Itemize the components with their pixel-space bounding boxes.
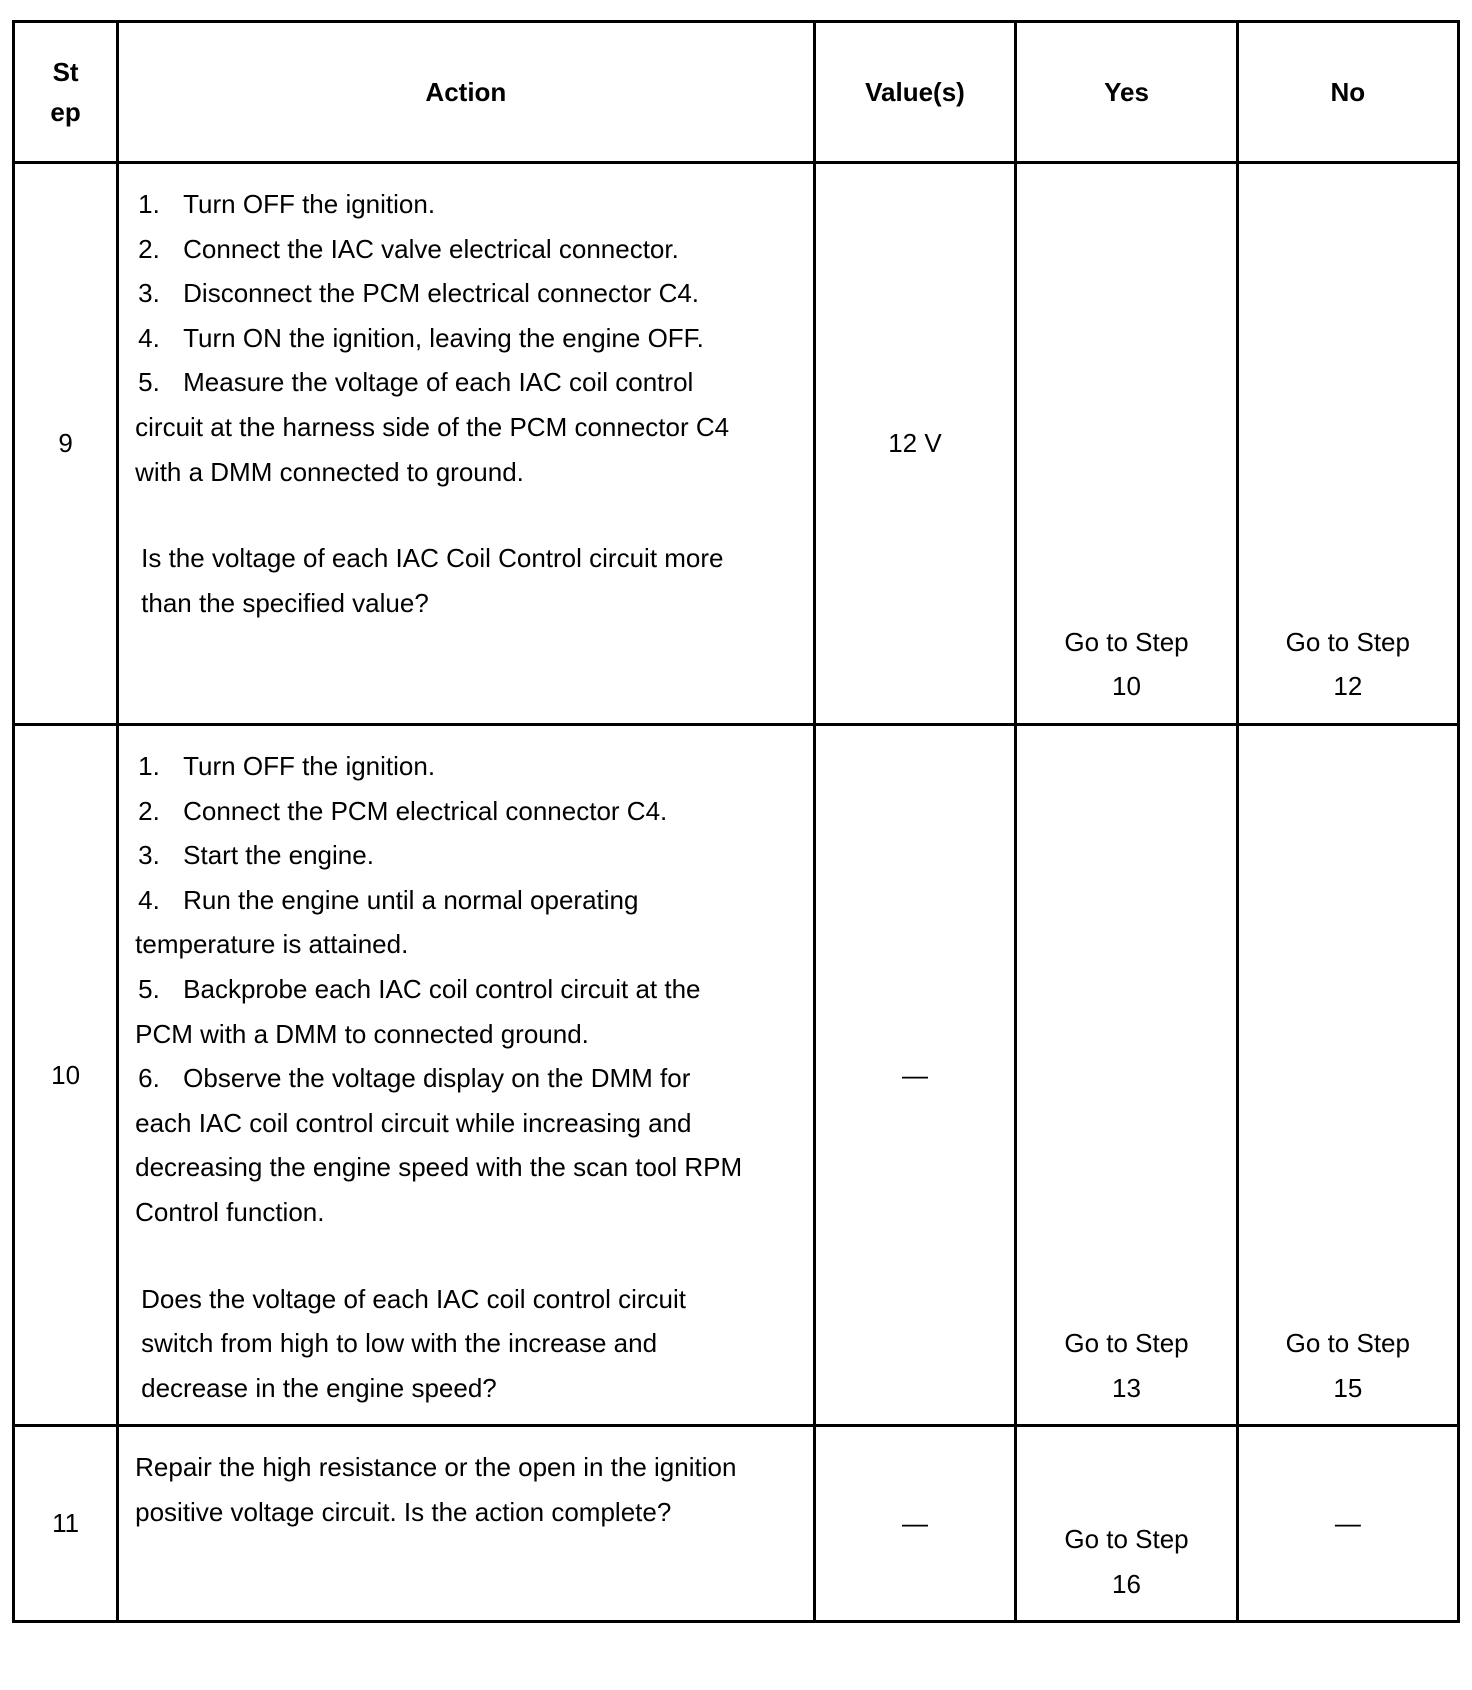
yes-goto-label: Go to Step — [1064, 626, 1189, 657]
action-steps — [135, 744, 752, 1235]
action-step: 5. Measure the voltage of each IAC coil control circuit at the harness side of the PCM connector C4 with a DMM connected to ground. — [135, 367, 730, 487]
action-cell — [118, 1426, 814, 1622]
no-cell — [1237, 725, 1458, 1426]
action-steps — [135, 182, 752, 494]
no-goto-step: 15 — [1333, 1372, 1363, 1403]
action-step: 6. Observe the voltage display on the DMM for each IAC coil control circuit while increasing and decreasing the engine speed with the scan tool RPM Control function. — [135, 1063, 743, 1227]
action-cell — [118, 725, 814, 1426]
header-step: St ep — [14, 22, 118, 163]
header-yes: Yes — [1016, 22, 1237, 163]
yes-goto-step: 10 — [1112, 671, 1141, 702]
diagnostic-table — [12, 20, 1460, 1623]
table-row — [14, 725, 1459, 1426]
step-number: 10 — [14, 725, 118, 1426]
step-number: 9 — [14, 163, 118, 725]
step-number: 11 — [14, 1426, 118, 1622]
action-cell — [118, 163, 814, 725]
action-step: 4. Run the engine until a normal operating temperature is attained. — [135, 884, 639, 960]
action-question: Is the voltage of each IAC Coil Control circuit more than the specified value? — [141, 543, 724, 618]
action-step: 3. Disconnect the PCM electrical connector C4. — [138, 278, 700, 309]
action-step: 2. Connect the IAC valve electrical connector. — [138, 233, 679, 264]
action-text: Repair the high resistance or the open in the ignition positive voltage circuit. Is the action complete? — [135, 1452, 737, 1527]
value-cell: 12 V — [814, 163, 1016, 725]
action-step: 1. Turn OFF the ignition. — [138, 189, 436, 219]
header-row — [14, 22, 1459, 163]
no-goto-label: Go to Step — [1285, 626, 1410, 657]
yes-cell — [1016, 163, 1237, 725]
action-step: 4. Turn ON the ignition, leaving the engine OFF. — [138, 322, 704, 353]
no-goto-label: Go to Step — [1285, 1328, 1410, 1359]
action-step: 3. Start the engine. — [138, 840, 374, 871]
no-cell — [1237, 163, 1458, 725]
header-no: No — [1237, 22, 1458, 163]
value-cell: — — [814, 1426, 1016, 1622]
no-goto-step: 12 — [1333, 671, 1363, 702]
yes-goto-label: Go to Step — [1064, 1524, 1189, 1555]
header-action: Action — [118, 22, 814, 163]
yes-cell — [1016, 725, 1237, 1426]
table-row — [14, 1426, 1459, 1622]
yes-cell — [1016, 1426, 1237, 1622]
value-cell: — — [814, 725, 1016, 1426]
yes-goto-step: 16 — [1112, 1568, 1141, 1599]
action-step: 2. Connect the PCM electrical connector C4. — [138, 795, 668, 826]
action-step: 5. Backprobe each IAC coil control circuit at the PCM with a DMM to connected ground. — [135, 973, 701, 1049]
action-question: Does the voltage of each IAC coil control circuit switch from high to low with the increase and decrease in the engine speed? — [141, 1283, 686, 1403]
table-row — [14, 163, 1459, 725]
yes-goto-step: 13 — [1112, 1372, 1141, 1403]
header-values: Value(s) — [814, 22, 1016, 163]
yes-goto-label: Go to Step — [1064, 1328, 1189, 1359]
action-step: 1. Turn OFF the ignition. — [138, 751, 436, 781]
no-cell: — — [1237, 1426, 1458, 1622]
